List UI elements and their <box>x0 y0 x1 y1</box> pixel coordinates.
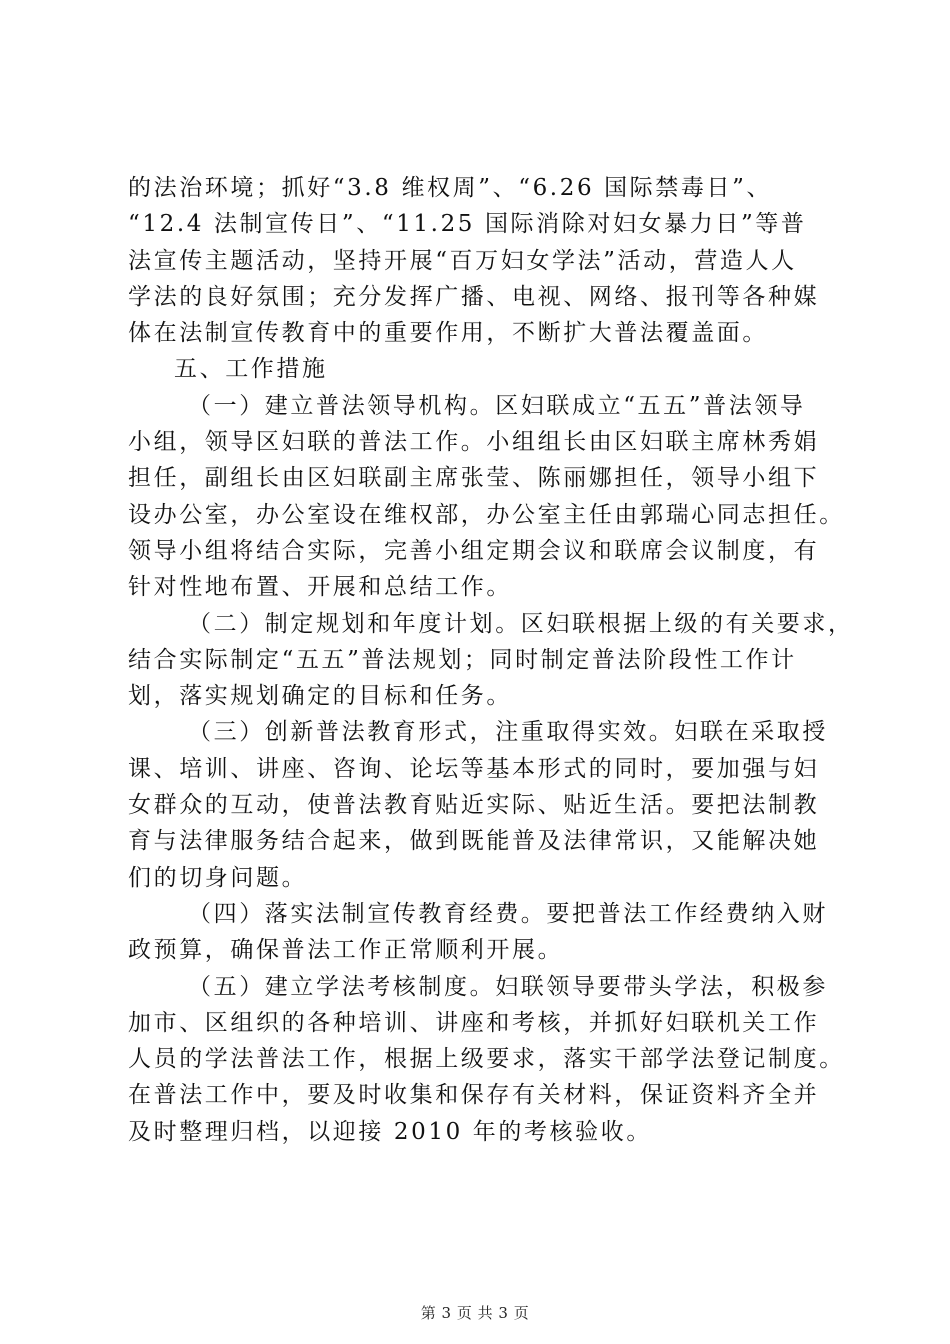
text-line: 法宣传主题活动，坚持开展“百万妇女学法”活动，营造人人 <box>128 247 797 274</box>
text-line: 政预算，确保普法工作正常顺利开展。 <box>128 937 564 964</box>
text-line: 设办公室，办公室设在维权部，办公室主任由郭瑞心同志担任。 <box>128 501 845 528</box>
paragraph-start-line: （二）制定规划和年度计划。区妇联根据上级的有关要求， <box>188 610 854 637</box>
text-line: 的法治环境；抓好“3.8 维权周”、“6.26 国际禁毒日”、 <box>128 175 773 201</box>
text-line: 课、培训、讲座、咨询、论坛等基本形式的同时，要加强与妇 <box>128 755 820 782</box>
body-text <box>128 170 854 1150</box>
text-line: 小组，领导区妇联的普法工作。小组组长由区妇联主席林秀娟 <box>128 429 820 456</box>
text-line: 女群众的互动，使普法教育贴近实际、贴近生活。要把法制教 <box>128 792 820 819</box>
page-footer: 第 3 页 共 3 页 <box>420 1304 530 1322</box>
text-line: 针对性地布置、开展和总结工作。 <box>128 574 512 601</box>
paragraph-start-line: （五）建立学法考核制度。妇联领导要带头学法，积极参 <box>188 973 828 1000</box>
text-line: 体在法制宣传教育中的重要作用，不断扩大普法覆盖面。 <box>128 320 768 347</box>
section-heading: 五、工作措施 <box>174 356 328 383</box>
text-line: 加市、区组织的各种培训、讲座和考核，并抓好妇联机关工作 <box>128 1009 820 1036</box>
text-line: 及时整理归档，以迎接 2010 年的考核验收。 <box>128 1118 652 1145</box>
paragraph-start-line: （一）建立普法领导机构。区妇联成立“五五”普法领导 <box>188 392 806 419</box>
text-line: 们的切身问题。 <box>128 864 308 891</box>
text-line: 划，落实规划确定的目标和任务。 <box>128 683 512 710</box>
text-line: 领导小组将结合实际，完善小组定期会议和联席会议制度，有 <box>128 537 820 564</box>
text-line: 担任，副组长由区妇联副主席张莹、陈丽娜担任，领导小组下 <box>128 465 820 492</box>
text-line: 在普法工作中，要及时收集和保存有关材料，保证资料齐全并 <box>128 1082 820 1109</box>
text-line: “12.4 法制宣传日”、“11.25 国际消除对妇女暴力日”等普 <box>128 211 807 238</box>
paragraph-start-line: （三）创新普法教育形式，注重取得实效。妇联在采取授 <box>188 719 828 746</box>
text-line: 结合实际制定“五五”普法规划；同时制定普法阶段性工作计 <box>128 646 797 673</box>
text-line: 学法的良好氛围；充分发挥广播、电视、网络、报刊等各种媒 <box>128 283 820 310</box>
text-line: 人员的学法普法工作，根据上级要求，落实干部学法登记制度。 <box>128 1046 845 1073</box>
text-line: 育与法律服务结合起来，做到既能普及法律常识，又能解决她 <box>128 828 820 855</box>
paragraph-start-line: （四）落实法制宣传教育经费。要把普法工作经费纳入财 <box>188 900 828 927</box>
